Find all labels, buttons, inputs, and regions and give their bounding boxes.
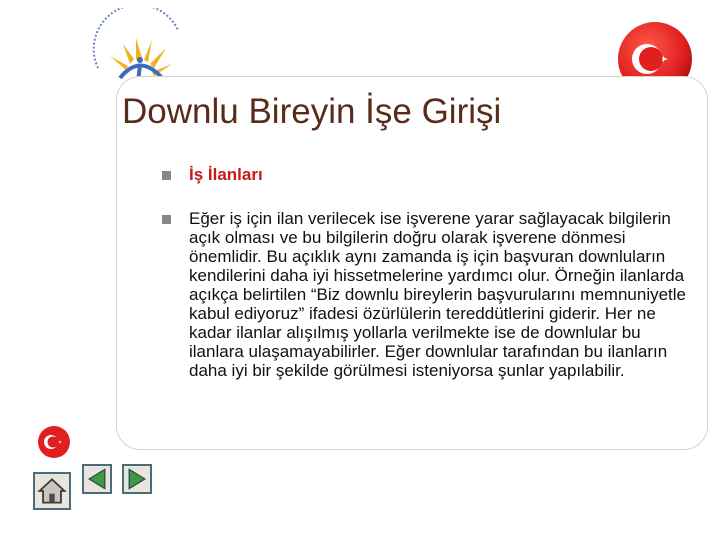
square-bullet-icon — [162, 215, 171, 224]
square-bullet-icon — [162, 171, 171, 180]
bullet-item — [162, 165, 692, 185]
next-slide-button[interactable] — [122, 464, 152, 494]
home-button[interactable] — [33, 472, 71, 510]
bullet-item — [162, 209, 692, 380]
bullet-paragraph: Eğer iş için ilan verilecek ise işverene yarar sağlayacak bilgilerin açık olması ve bu bilgilerin doğru olarak işverene dönmesi önemlidir. Bu açıklık aynı zamanda iş için başvuran downluların kendilerini daha iyi hissetmelerine yardımcı olur. Örneğin ilanlarda açıkça belirtilen “Biz downlu bireylerin başvurularını memnuniyetle kabul ediyoruz” ifadesi özürlülerin tereddütlerini giderir. Her ne kadar ilanlar alışılmış yollarla verilmekte ise de downlular bu ilanlara ulaşamayabilirler. Eğer downlular tarafından bu ilanların daha iyi bir şekilde görülmesi isteniyorsa şunlar yapılabilir. — [189, 209, 687, 380]
slide-title: Downlu Bireyin İşe Girişi — [122, 92, 502, 131]
bullet-heading: İş İlanları — [189, 165, 263, 184]
previous-slide-button[interactable] — [82, 464, 112, 494]
flag-button[interactable] — [37, 425, 71, 459]
